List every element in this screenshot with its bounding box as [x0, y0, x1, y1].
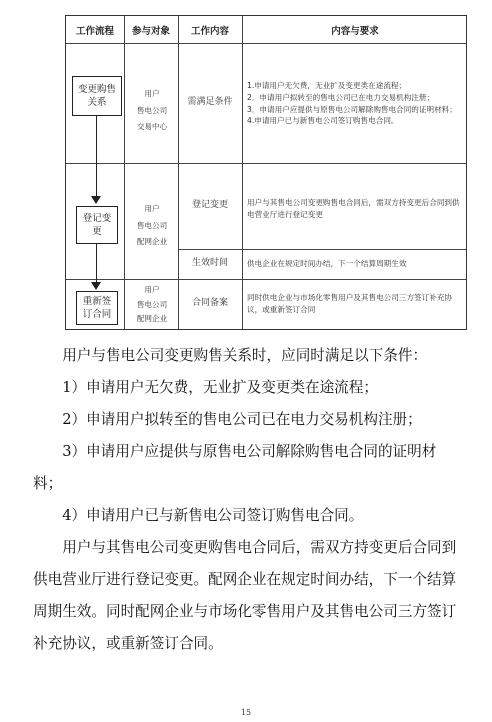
work-cell: 需满足条件 [187, 97, 233, 108]
participants-cell: 用户 售电公司 配网企业 [136, 285, 168, 324]
condition-item: 2）申请用户拟转至的售电公司已在电力交易机构注册； [62, 411, 422, 428]
closing-paragraph: 用户与其售电公司变更购售电合同后，需双方持变更后合同到供电营业厅进行登记变更。配网企业在规定时间办结，下一个结算周期生效。同时配网企业与市场化零售用户及其售电公司三方签订补充协议，或重新签订合同。 [33, 539, 457, 652]
intro-paragraph: 用户与售电公司变更购售关系时，应同时满足以下条件： [62, 347, 428, 364]
requirements-cell: 1.申请用户无欠费，无业扩及变更类在途流程； 2．申请用户拟转至的售电公司已在电力交易机构注册； 3．申请用户应提供与原售电公司解除购售电合同的证明材料； 4.申请用户已与新售电公司签订购售电合同。 [247, 80, 457, 126]
arrow-down-icon [91, 196, 101, 204]
process-table [65, 15, 467, 330]
flow-arrow-line [96, 116, 97, 196]
condition-item: 4）申请用户已与新售电公司签订购售电合同。 [62, 507, 364, 524]
participants-cell: 用户 售电公司 配网企业 [136, 203, 168, 247]
column-divider [242, 16, 243, 329]
condition-item: 3）申请用户应提供与原售电公司解除购售电合同的证明材料； [33, 443, 437, 492]
flow-box-change-relation: 变更购售 关系 [72, 76, 122, 116]
arrow-down-icon [91, 282, 101, 290]
body-text [33, 340, 463, 660]
work-cell: 生效时间 [191, 258, 228, 269]
header-work: 工作内容 [190, 25, 229, 37]
row-divider [66, 43, 466, 44]
requirements-cell: 用户与其售电公司变更购售电合同后，需双方持变更后合同到供电营业厅进行登记变更 [247, 197, 460, 219]
row-divider [66, 163, 466, 164]
condition-item: 1）申请用户无欠费，无业扩及变更类在途流程； [62, 379, 378, 396]
participants-cell: 用户 售电公司 交易中心 [136, 88, 168, 132]
requirements-cell: 供电企业在规定时间办结，下一个结算周期生效 [247, 259, 407, 269]
flow-arrow-line [96, 244, 97, 282]
flow-box-register-change: 登记变 更 [76, 206, 118, 244]
header-flow: 工作流程 [75, 25, 114, 37]
requirements-cell: 同时供电企业与市场化零售用户及其售电公司三方签订补充协议，或重新签订合同 [247, 293, 453, 314]
column-divider [124, 16, 125, 329]
work-cell: 合同备案 [191, 298, 228, 309]
work-cell: 登记变更 [191, 200, 228, 211]
flow-box-re-sign-contract: 重新签 订合同 [76, 291, 118, 325]
page-number: 15 [240, 708, 252, 717]
row-divider [66, 279, 466, 280]
header-requirements: 内容与要求 [331, 25, 379, 37]
header-participants: 参与对象 [131, 25, 170, 37]
